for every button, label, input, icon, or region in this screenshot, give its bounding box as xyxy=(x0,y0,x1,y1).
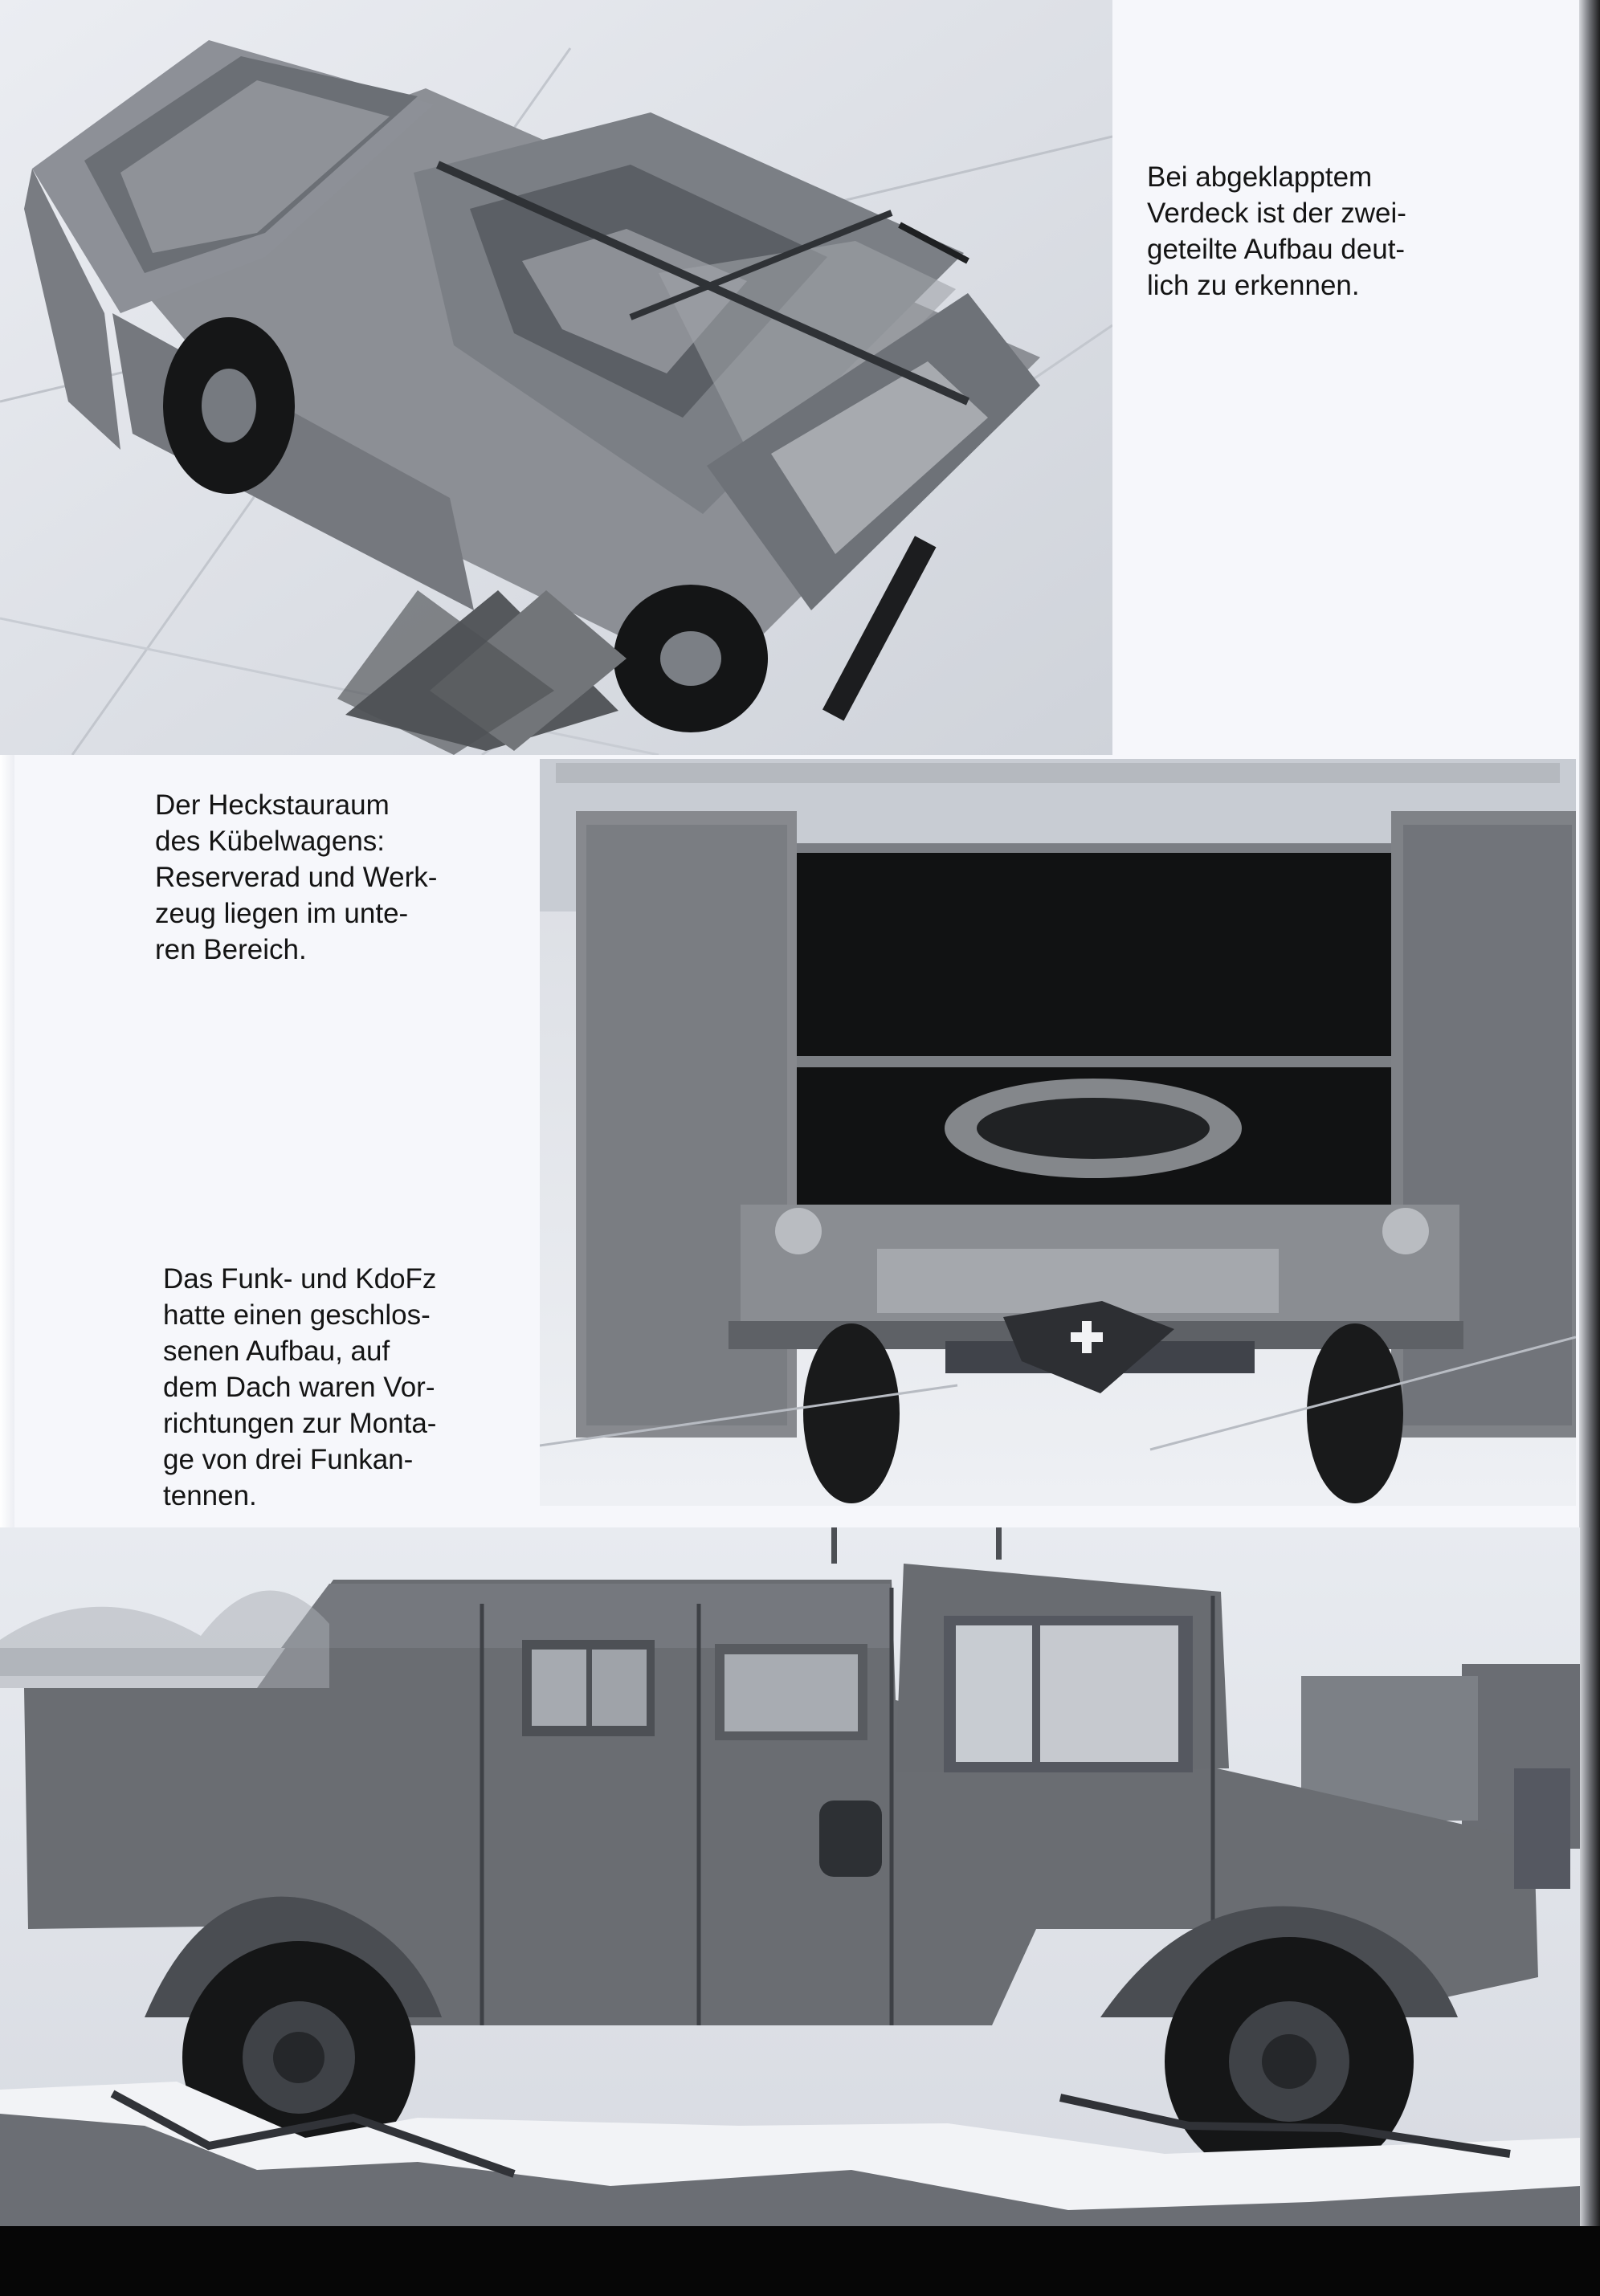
caption-middle: Der Heckstauraum des Kübelwagens: Reserverad und Werk- zeug liegen im unte- ren Bereich. xyxy=(155,789,438,965)
caption-top: Bei abgeklapptem Verdeck ist der zwei- geteilte Aufbau deut- lich zu erkennen. xyxy=(1147,161,1406,301)
page-binding-edge xyxy=(1579,0,1600,2296)
bottom-scan-border xyxy=(0,2226,1600,2296)
caption-bottom: Das Funk- und KdoFz hatte einen geschlos- senen Aufbau, auf dem Dach waren Vor- richtungen zur Monta- ge von drei Funkan- tennen. xyxy=(163,1263,437,1511)
photo-radio-command-vehicle xyxy=(0,1527,1580,2226)
photo-open-top-vehicle xyxy=(0,0,1112,755)
photo-rear-storage-compartment xyxy=(540,759,1576,1506)
